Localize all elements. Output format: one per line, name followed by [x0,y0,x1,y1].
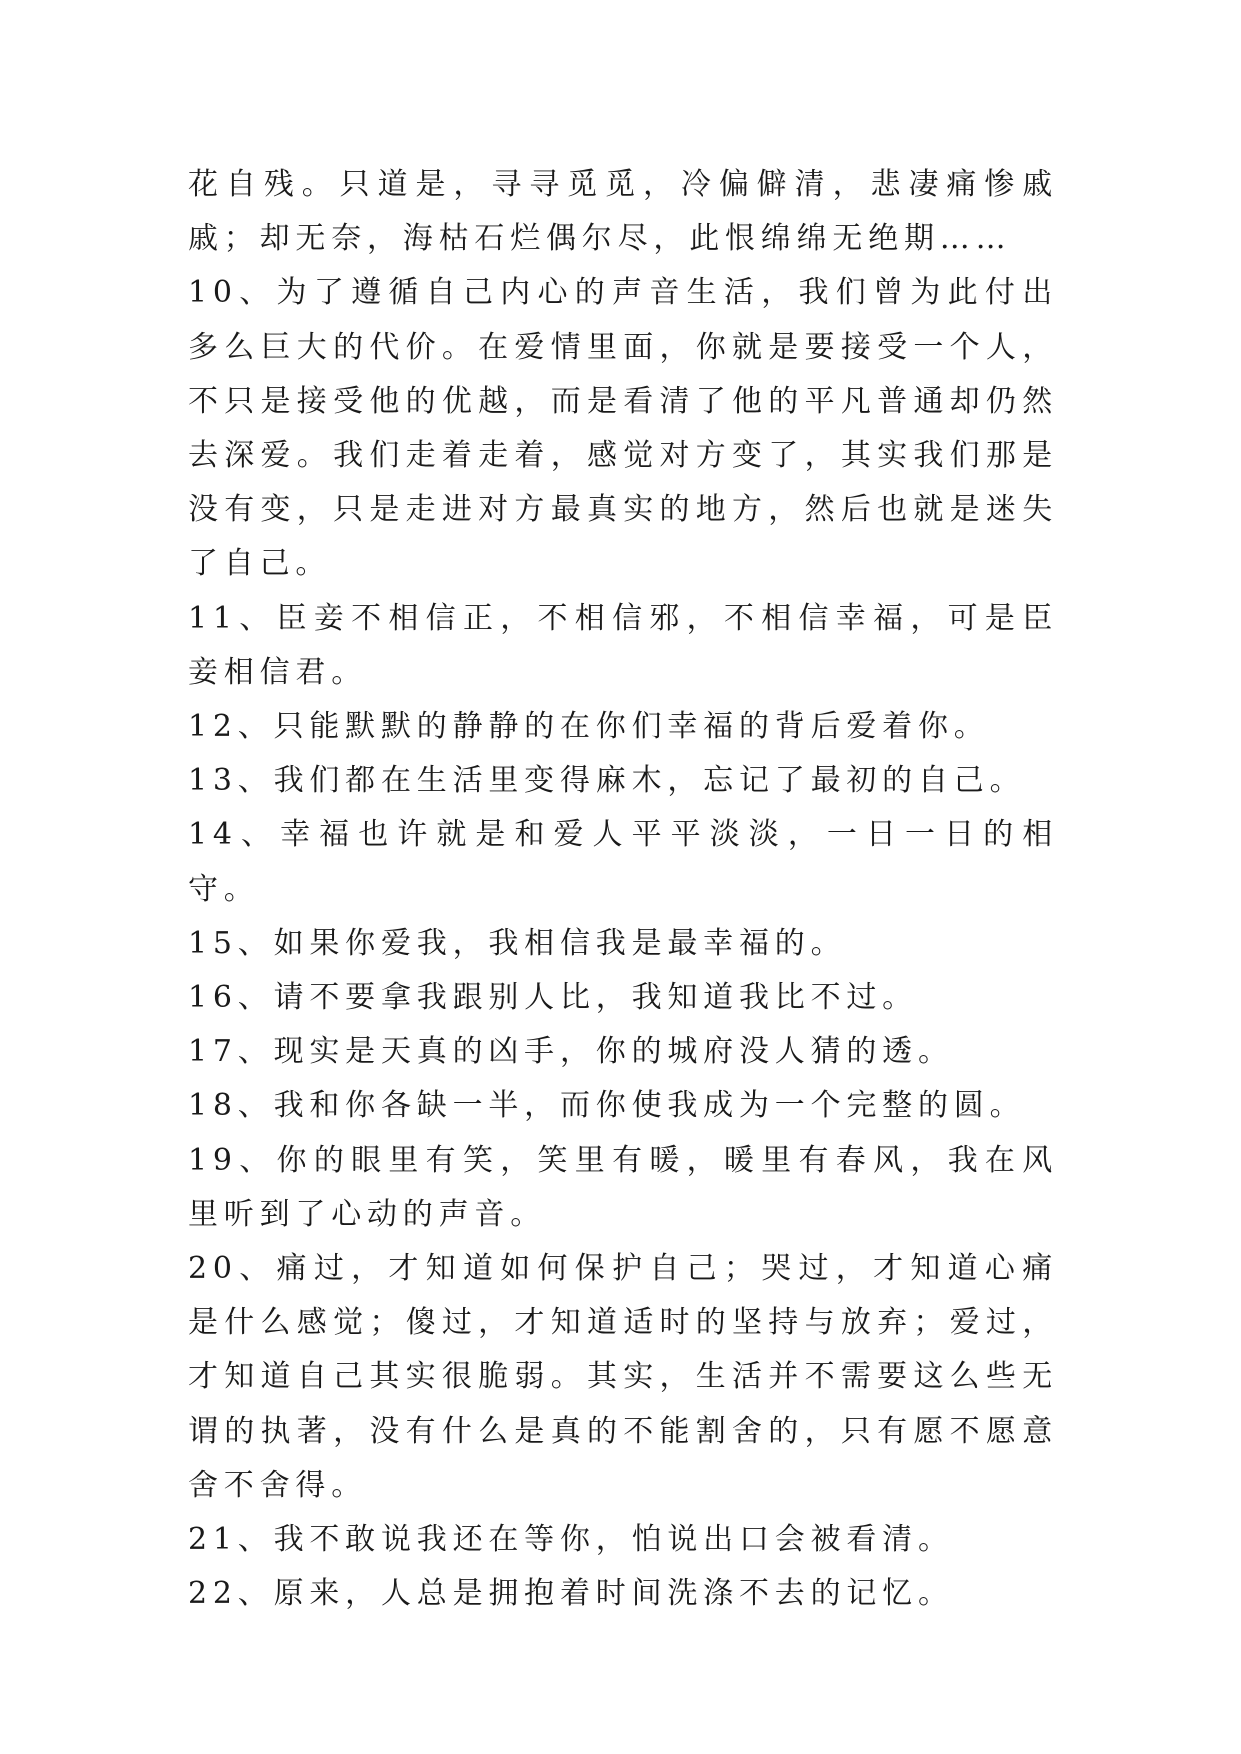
paragraph-13: 13、我们都在生活里变得麻木，忘记了最初的自己。 [188,763,1026,799]
paragraph-21: 21、我不敢说我还在等你，怕说出口会被看清。 [188,1522,954,1558]
paragraph-22: 22、原来，人总是拥抱着时间洗涤不去的记忆。 [188,1576,954,1612]
paragraph-15: 15、如果你爱我，我相信我是最幸福的。 [188,925,847,961]
paragraph-17: 17、现实是天真的凶手，你的城府没人猜的透。 [188,1034,954,1070]
paragraph-18: 18、我和你各缺一半，而你使我成为一个完整的圆。 [188,1088,1026,1124]
paragraph-14: 14、幸福也许就是和爱人平平淡淡，一日一日的相守。 [188,817,1058,907]
paragraph-11: 11、臣妾不相信正，不相信邪，不相信幸福，可是臣妾相信君。 [188,600,1058,690]
paragraph-continuation: 花自残。只道是，寻寻觅觅，冷偏僻清，悲凄痛惨戚戚；却无奈，海枯石烂偶尔尽，此恨绵绵无绝期…… [188,167,1058,257]
paragraph-20: 20、痛过，才知道如何保护自己；哭过，才知道心痛是什么感觉；傻过，才知道适时的坚持与放弃；爱过，才知道自己其实很脆弱。其实，生活并不需要这么些无谓的执著，没有什么是真的不能割舍的，只有愿不愿意舍不舍得。 [188,1251,1058,1503]
paragraph-10: 10、为了遵循自己内心的声音生活，我们曾为此付出多么巨大的代价。在爱情里面，你就是要接受一个人，不只是接受他的优越，而是看清了他的平凡普通却仍然去深爱。我们走着走着，感觉对方变了，其实我们那是没有变，只是走进对方最真实的地方，然后也就是迷失了自己。 [188,275,1058,582]
paragraph-12: 12、只能默默的静静的在你们幸福的背后爱着你。 [188,709,990,745]
document-body [188,158,1058,1621]
paragraph-19: 19、你的眼里有笑，笑里有暖，暖里有春风，我在风里听到了心动的声音。 [188,1142,1058,1232]
paragraph-16: 16、请不要拿我跟别人比，我知道我比不过。 [188,980,918,1016]
